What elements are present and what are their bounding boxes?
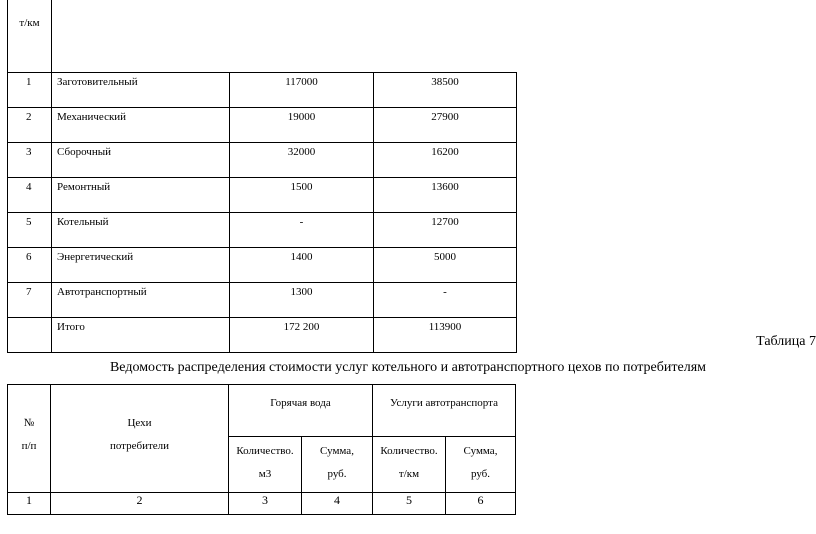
row-name: Механический xyxy=(52,108,230,143)
table-header-row xyxy=(8,0,517,73)
row-value: 13600 xyxy=(374,178,517,213)
name-header-line1: Цехи xyxy=(127,417,152,429)
column-number: 2 xyxy=(51,493,229,515)
row-name: Сборочный xyxy=(52,143,230,178)
column-number: 4 xyxy=(302,493,373,515)
table-row xyxy=(8,248,517,283)
column-number: 1 xyxy=(8,493,51,515)
total-row xyxy=(8,318,517,353)
row-value: 38500 xyxy=(374,73,517,108)
num-header-line2: п/п xyxy=(21,440,37,452)
g1-sum-line1: Сумма, xyxy=(320,445,354,457)
group-transport: Услуги автотранспорта xyxy=(373,385,516,437)
row-value: 5000 xyxy=(374,248,517,283)
total-number xyxy=(8,318,52,353)
table-row xyxy=(8,178,517,213)
services-distribution-table xyxy=(7,384,516,515)
row-value: 1300 xyxy=(230,283,374,318)
row-number: 3 xyxy=(8,143,52,178)
g1-sum-line2: руб. xyxy=(327,468,347,480)
distribution-table-top xyxy=(7,0,517,353)
name-header xyxy=(51,385,229,493)
row-value: 32000 xyxy=(230,143,374,178)
g2-qty-header xyxy=(373,437,446,493)
row-name: Автотранспортный xyxy=(52,283,230,318)
row-number: 1 xyxy=(8,73,52,108)
g2-sum-header xyxy=(446,437,516,493)
row-name: Котельный xyxy=(52,213,230,248)
row-number: 2 xyxy=(8,108,52,143)
row-name: Ремонтный xyxy=(52,178,230,213)
num-header-line1: № xyxy=(23,417,35,429)
total-value: 172 200 xyxy=(230,318,374,353)
total-value: 113900 xyxy=(374,318,517,353)
table-row xyxy=(8,73,517,108)
g1-qty-line2: м3 xyxy=(258,468,272,480)
g2-qty-line1: Количество. xyxy=(380,445,438,457)
row-value: 12700 xyxy=(374,213,517,248)
row-number: 5 xyxy=(8,213,52,248)
row-value: 1400 xyxy=(230,248,374,283)
column-number: 5 xyxy=(373,493,446,515)
g2-sum-line1: Сумма, xyxy=(463,445,498,457)
row-value: 16200 xyxy=(374,143,517,178)
g2-sum-line2: руб. xyxy=(470,468,491,480)
row-value: 1500 xyxy=(230,178,374,213)
row-number: 6 xyxy=(8,248,52,283)
num-header xyxy=(8,385,51,493)
row-value: 27900 xyxy=(374,108,517,143)
header-unit: т/км xyxy=(8,0,52,73)
table-row xyxy=(8,283,517,318)
row-value: 19000 xyxy=(230,108,374,143)
row-value: - xyxy=(230,213,374,248)
table-label: Таблица 7 xyxy=(756,334,816,349)
table-row xyxy=(8,108,517,143)
name-header-line2: потребители xyxy=(109,440,170,452)
column-numbers-row xyxy=(8,493,516,515)
row-number: 7 xyxy=(8,283,52,318)
g2-qty-line2: т/км xyxy=(398,468,420,480)
row-number: 4 xyxy=(8,178,52,213)
table-row xyxy=(8,213,517,248)
table-header-row xyxy=(8,385,516,437)
table-title: Ведомость распределения стоимости услуг котельного и автотранспортного цехов по потребителям xyxy=(109,360,707,375)
g1-qty-line1: Количество. xyxy=(236,445,294,457)
g1-qty-header xyxy=(229,437,302,493)
row-value: - xyxy=(374,283,517,318)
row-value: 117000 xyxy=(230,73,374,108)
row-name: Заготовительный xyxy=(52,73,230,108)
column-number: 6 xyxy=(446,493,516,515)
row-name: Энергетический xyxy=(52,248,230,283)
g1-sum-header xyxy=(302,437,373,493)
table-row xyxy=(8,143,517,178)
column-number: 3 xyxy=(229,493,302,515)
total-label: Итого xyxy=(52,318,230,353)
group-hot-water: Горячая вода xyxy=(229,385,373,437)
